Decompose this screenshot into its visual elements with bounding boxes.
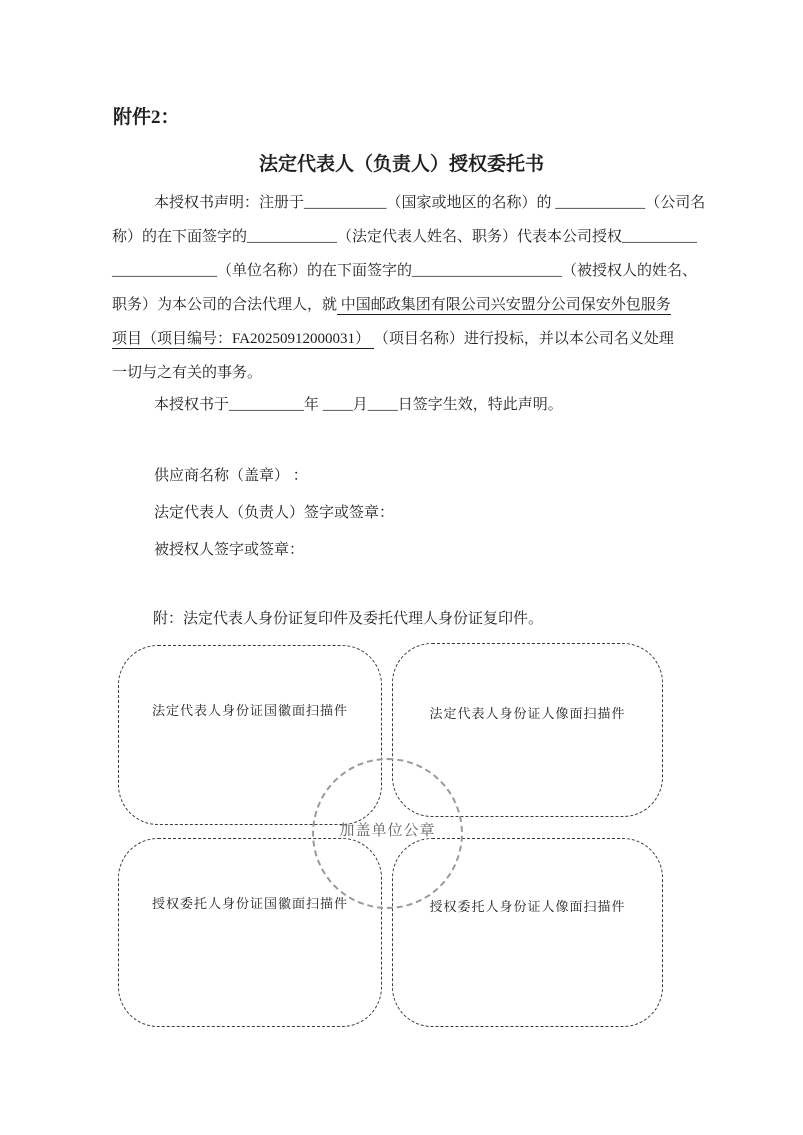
id-box-legal-rep-portrait-side-label: 法定代表人身份证人像面扫描件: [429, 706, 626, 721]
supplier-name-seal-line: 供应商名称（盖章） ：: [154, 468, 308, 484]
company-seal-placeholder-label: 加盖单位公章: [339, 823, 436, 839]
declaration-line-5: [112, 322, 697, 356]
declaration-line-6: 一切与之有关的事务。: [112, 365, 263, 381]
id-box-legal-rep-emblem-side-label: 法定代表人身份证国徽面扫描件: [151, 703, 348, 718]
authorized-person-signature-line: 被授权人签字或签章：: [154, 542, 305, 558]
company-seal-placeholder-circle: [312, 758, 463, 909]
document-title: 法定代表人（负责人）授权委托书: [258, 154, 544, 175]
attachment-label: 附件2：: [113, 107, 180, 128]
project-number-underlined: 项目（项目编号：FA20250912000031）: [112, 331, 374, 347]
declaration-line-3: ______________（单位名称）的在下面签字的____________________（被授权人的姓名、: [112, 263, 698, 279]
declaration-line-4: [112, 288, 697, 322]
attachment-note: 附：法定代表人身份证复印件及委托代理人身份证复印件。: [153, 611, 544, 627]
legal-rep-signature-line: 法定代表人（负责人）签字或签章：: [154, 505, 395, 521]
effective-date-line: 本授权书于__________年 ____月____日签字生效，特此声明。: [154, 397, 563, 413]
declaration-paragraph: [112, 186, 706, 390]
id-box-authorized-agent-emblem-side-label: 授权委托人身份证国徽面扫描件: [151, 896, 348, 911]
project-name-underlined: 中国邮政集团有限公司兴安盟分公司保安外包服务: [337, 297, 671, 313]
declaration-line-4-text: 职务）为本公司的合法代理人，就: [112, 297, 338, 313]
id-box-authorized-agent-portrait-side-label: 授权委托人身份证人像面扫描件: [429, 899, 626, 914]
declaration-line-5-text: （项目名称）进行投标，并以本公司名义处理: [373, 331, 674, 347]
declaration-line-1: 本授权书声明：注册于___________（国家或地区的名称）的 ____________（公司名: [154, 195, 706, 211]
declaration-line-2: 称）的在下面签字的____________（法定代表人姓名、职务）代表本公司授权__________: [112, 229, 698, 245]
